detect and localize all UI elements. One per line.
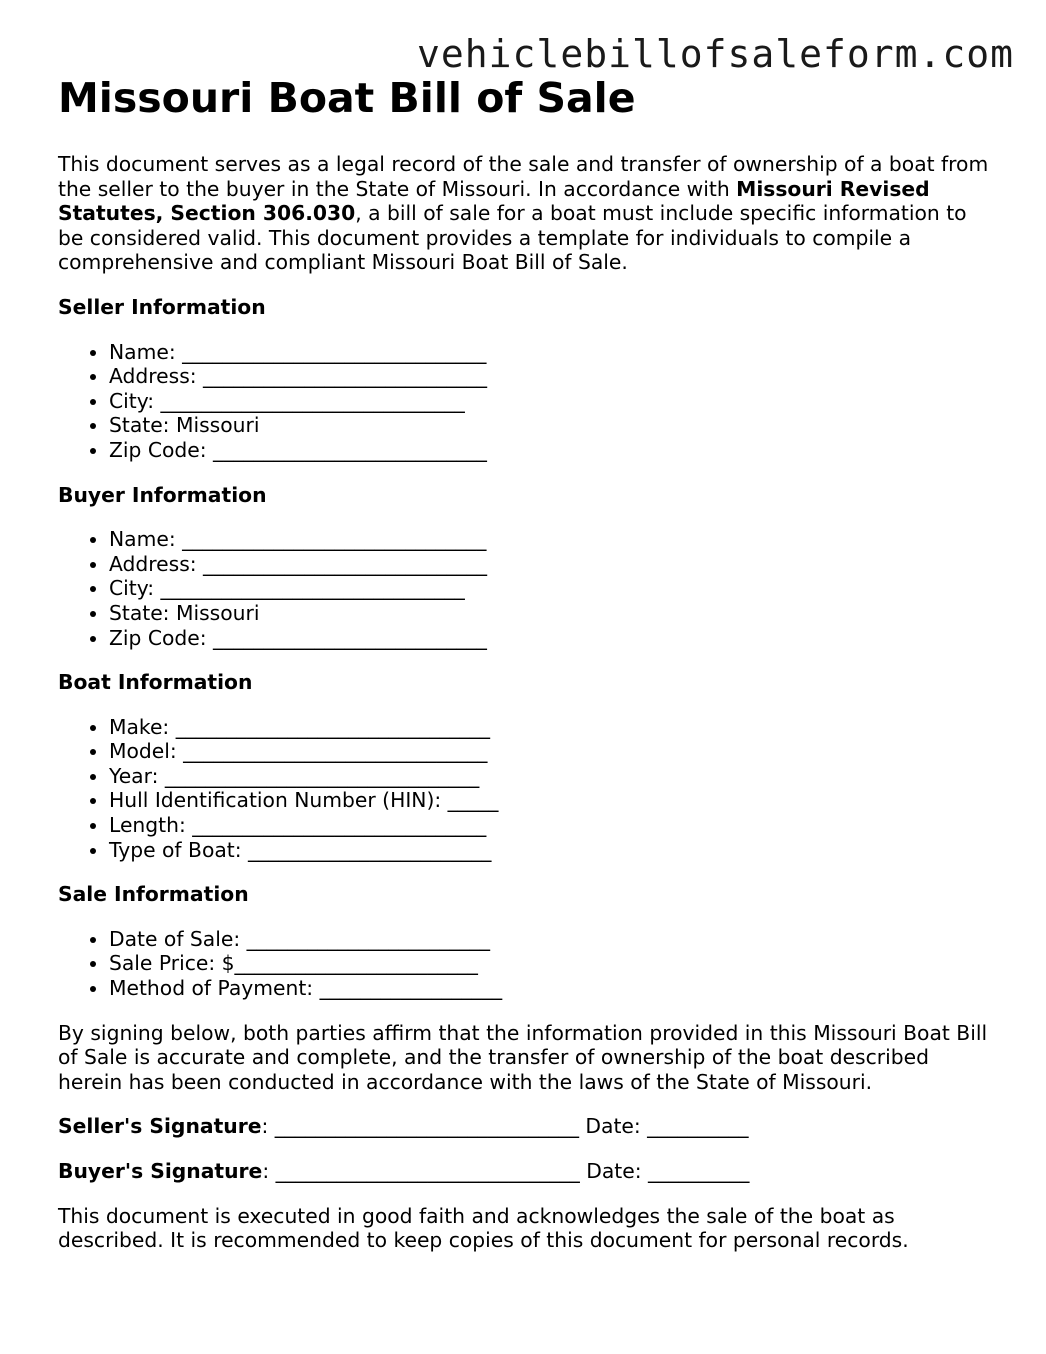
seller-name-field: • Name: ______________________________ xyxy=(109,340,998,365)
sale-field-list xyxy=(58,927,998,1001)
buyer-state-field: • State: Missouri xyxy=(109,601,998,626)
buyer-city-field: • City: ______________________________ xyxy=(109,576,998,601)
seller-signature-blank: : ______________________________ Date: __________ xyxy=(261,1114,749,1139)
sale-date-field: • Date of Sale: ________________________ xyxy=(109,927,998,952)
statute-reference: Missouri Revised Statutes, Section 306.030 xyxy=(58,176,930,226)
boat-field-list xyxy=(58,715,998,863)
site-watermark: vehiclebillofsaleform.com xyxy=(417,32,1014,76)
boat-length-field: • Length: _____________________________ xyxy=(109,813,998,838)
footer-note: This document is executed in good faith and acknowledges the sale of the boat as described. It is recommended to keep copies of this document for personal records. xyxy=(58,1203,909,1253)
intro-text-end: , a bill of sale for a boat must include specific information to be considered valid. This document provides a template for individuals to compile a comprehensive and compliant Missouri Boat Bill of Sale. xyxy=(58,201,967,275)
seller-section-heading: Seller Information xyxy=(58,294,266,319)
boat-model-field: • Model: ______________________________ xyxy=(109,739,998,764)
buyer-address-field: • Address: ____________________________ xyxy=(109,552,998,577)
document-title: Missouri Boat Bill of Sale xyxy=(58,74,636,122)
intro-text-start: This document serves as a legal record of the sale and transfer of ownership of a boat from the seller to the buyer in the State of Missouri. In accordance with xyxy=(58,152,989,201)
seller-address-field: • Address: ____________________________ xyxy=(109,364,998,389)
buyer-name-field: • Name: ______________________________ xyxy=(109,527,998,552)
seller-zip-field: • Zip Code: ___________________________ xyxy=(109,438,998,463)
buyer-signature-line xyxy=(58,1159,998,1184)
boat-hin-field: • Hull Identification Number (HIN): _____ xyxy=(109,788,998,813)
buyer-signature-label: Buyer's Signature xyxy=(58,1159,263,1183)
buyer-zip-field: • Zip Code: ___________________________ xyxy=(109,626,998,651)
document-page xyxy=(58,72,998,1253)
seller-state-field: • State: Missouri xyxy=(109,413,998,438)
boat-type-field: • Type of Boat: ________________________ xyxy=(109,838,998,863)
boat-make-field: • Make: _______________________________ xyxy=(109,715,998,740)
sale-section-heading: Sale Information xyxy=(58,882,249,907)
intro-paragraph xyxy=(58,152,998,275)
seller-field-list xyxy=(58,340,998,463)
sale-price-field: • Sale Price: $________________________ xyxy=(109,951,998,976)
seller-signature-line xyxy=(58,1114,998,1139)
affirmation-paragraph: By signing below, both parties affirm that the information provided in this Missouri Boat Bill of Sale is accurate and complete, and the transfer of ownership of the boat described herein has been conducted in accordance with the laws of the State of Missouri. xyxy=(58,1020,988,1094)
buyer-section-heading: Buyer Information xyxy=(58,482,267,507)
seller-city-field: • City: ______________________________ xyxy=(109,389,998,414)
seller-signature-label: Seller's Signature xyxy=(58,1114,262,1139)
boat-year-field: • Year: _______________________________ xyxy=(109,764,998,789)
boat-section-heading: Boat Information xyxy=(58,670,253,695)
payment-method-field: • Method of Payment: __________________ xyxy=(109,976,998,1001)
buyer-field-list xyxy=(58,527,998,650)
buyer-signature-blank: : ______________________________ Date: __________ xyxy=(262,1159,750,1183)
